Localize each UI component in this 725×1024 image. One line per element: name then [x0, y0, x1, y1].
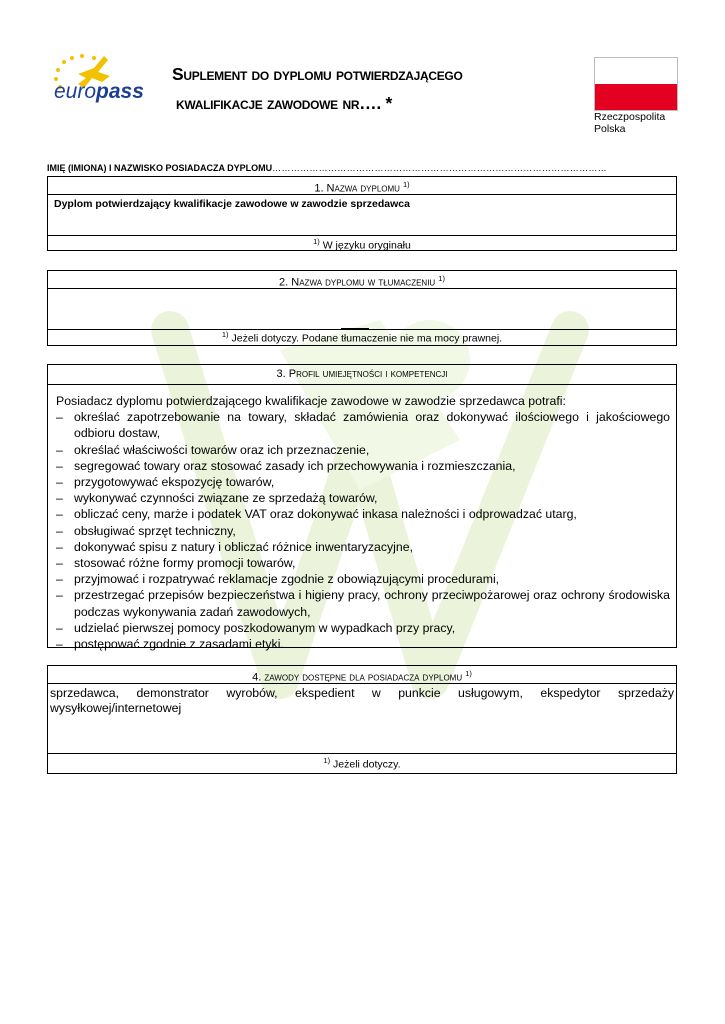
- section-1-heading: 1. Nazwa dyplomu $^{1)}$: [48, 177, 676, 195]
- list-item: – określać właściwości towarów oraz ich przeznaczenie,: [56, 442, 670, 458]
- diploma-name-value: Dyplom potwierdzający kwalifikacje zawodowe w zawodzie sprzedawca: [48, 195, 676, 236]
- list-item: – wykonywać czynności związane ze sprzedażą towarów,: [56, 490, 670, 506]
- occupations-value: sprzedawca, demonstrator wyrobów, ekspedient w punkcie usługowym, ekspedytor sprzedaży wysyłkowej/internetowej: [48, 684, 676, 754]
- list-item: – przestrzegać przepisów bezpieczeństwa i higieny pracy, ochrony przeciwpożarowej oraz ochrony środowiska podczas wykonywania zadań zawodowych,: [56, 587, 670, 619]
- section-3-heading: 3. Profil umiejętności i kompetencji: [48, 365, 676, 385]
- section-2-footnote: $^{1)}$ Jeżeli dotyczy. Podane tłumaczenie nie ma mocy prawnej.: [221, 330, 503, 345]
- section-1-footnote: $^{1)}$ W języku oryginału: [313, 237, 411, 252]
- title-line-1: Suplement do dyplomu potwierdzającego: [172, 64, 463, 84]
- list-item: – przyjmować i rozpatrywać reklamacje zgodnie z obowiązującymi procedurami,: [56, 571, 670, 587]
- section-4-heading: 4. zawody dostępne dla posiadacza dyplomu $^{1)}$: [48, 666, 676, 684]
- empty-value-line: [341, 328, 369, 329]
- list-item: – określać zapotrzebowanie na towary, składać zamówienia oraz dokonywać ilościowego i jakościowego odbioru dostaw,: [56, 409, 670, 441]
- list-item: – udzielać pierwszej pomocy poszkodowanym w wypadkach przy pracy,: [56, 620, 670, 636]
- translation-value: [48, 289, 676, 330]
- section-skills-profile: [47, 364, 677, 652]
- list-item: – segregować towary oraz stosować zasady ich przechowywania i rozmieszczania,: [56, 458, 670, 474]
- section-4-footnote: $^{1)}$ Jeżeli dotyczy.: [323, 756, 401, 771]
- list-item: – obliczać ceny, marże i podatek VAT oraz dokonywać inkasa należności i odprowadzać utarg,: [56, 506, 670, 522]
- section-diploma-translation: [47, 270, 677, 346]
- country-name: Rzeczpospolita Polska: [594, 111, 666, 135]
- europass-logo-text: europass: [54, 80, 144, 103]
- section-2-heading: 2. Nazwa dyplomu w tłumaczeniu $^{1)}$: [48, 271, 676, 289]
- list-item: – obsługiwać sprzęt techniczny,: [56, 523, 670, 539]
- list-item: – dokonywać spisu z natury i obliczać różnice inwentaryzacyjne,: [56, 539, 670, 555]
- list-item: – postępować zgodnie z zasadami etyki.: [56, 636, 670, 652]
- holder-name-line: IMIĘ (IMIONA) I NAZWISKO POSIADACZA DYPLOMU………………………………………………………………………………………………: [47, 163, 607, 173]
- section-available-occupations: [47, 665, 677, 774]
- document-title: [172, 60, 572, 118]
- skills-intro: Posiadacz dyplomu potwierdzającego kwalifikacje zawodowe w zawodzie sprzedawca potrafi:: [56, 394, 566, 408]
- list-item: – przygotowywać ekspozycję towarów,: [56, 474, 670, 490]
- skills-content: [48, 385, 676, 652]
- skills-list: [56, 409, 670, 652]
- list-item: – stosować różne formy promocji towarów,: [56, 555, 670, 571]
- title-line-2: kwalifikacje zawodowe nr…. *: [176, 93, 393, 113]
- section-diploma-name: [47, 176, 677, 251]
- polish-flag-icon: [594, 57, 678, 111]
